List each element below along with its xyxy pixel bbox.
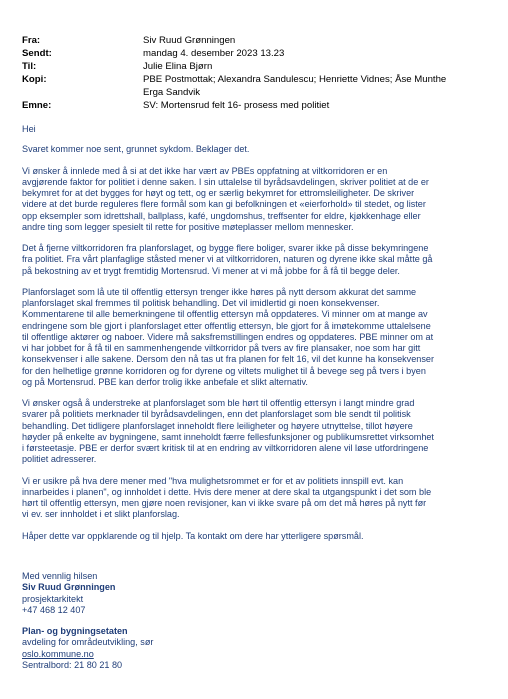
paragraph-public-hearing <box>22 287 492 388</box>
signature-closing: Med vennlig hilsen <box>22 571 98 581</box>
text-line: vi ev. ser innholdet i et slikt planforslag. <box>22 509 180 520</box>
greeting: Hei <box>22 124 36 134</box>
paragraph-closing-note: Håper dette var oppklarende og til hjelp. Ta kontakt om dere har ytterligere spørsmål. <box>22 530 364 541</box>
text-line: Planforslaget som lå ute til offentlig ettersyn trenger ikke høres på nytt dersom akkurat det samme <box>22 286 417 297</box>
text-line: innarbeides i planen", og innholdet i dette. Hvis dere mener at dere skal ta utgangspunkt i det som ble <box>22 486 432 497</box>
to-value: Julie Elina Bjørn <box>143 61 213 72</box>
paragraph-emphasis <box>22 398 492 466</box>
signature-switchboard: Sentralbord: 21 80 21 80 <box>22 659 123 670</box>
from-value: Siv Ruud Grønningen <box>143 35 236 46</box>
signature-link[interactable]: oslo.kommune.no <box>22 648 94 659</box>
text-line: konsekvenser i alle sakene. Dersom den nå tas ut fra planen for felt 16, vil det kunne ha konsekvenser <box>22 354 434 365</box>
signature-org: Plan- og bygningsetaten <box>22 626 128 636</box>
cc-value-line1: PBE Postmottak; Alexandra Sandulescu; Henriette Vidnes; Åse Munthe <box>143 74 447 85</box>
sent-value: mandag 4. desember 2023 13.23 <box>143 48 285 59</box>
text-line: Vi ønsker å innlede med å si at det ikke har vært av PBEs oppfatning at viltkorridoren er en <box>22 165 388 176</box>
from-label: Fra: <box>22 35 41 46</box>
subject-row <box>22 99 492 112</box>
text-line: fra politiet. Fra vårt planfaglige ståsted mener vi at viltkorridoren, naturen og dyrene ikke skal måtte gå <box>22 254 433 265</box>
text-line: bekymret for at det bygges for høyt og tett, og er særlig bekymret for ettromsleiligheter. De skriver <box>22 188 415 198</box>
paragraph-wildlife-corridor <box>22 243 492 277</box>
text-line: Det å fjerne viltkorridoren fra planforslaget, og bygge flere boliger, svarer ikke på disse bekymringene <box>22 243 429 253</box>
signature-dept: avdeling for områdeutvikling, sør <box>22 637 154 648</box>
paragraph-apology: Svaret kommer noe sent, grunnet sykdom. Beklager det. <box>22 144 250 155</box>
text-line: for den helhetlige grønne korridoren og for dyrene og viltets mulighet til å bevege seg på tvers i byen <box>22 365 426 376</box>
text-line: behandling. Det tidligere planforslaget inneholdt flere leiligheter og høyere utnyttelse, tillot høyere <box>22 420 413 431</box>
sent-row <box>22 47 492 60</box>
text-line: politiet adresserer. <box>22 454 97 465</box>
signature-block <box>22 571 322 671</box>
signature-phone: +47 468 12 407 <box>22 604 86 615</box>
text-line: på bekostning av et trygt fremtidig Mortensrud. Vi mener at vi må jobbe for å få til begge deler. <box>22 265 400 276</box>
sent-label: Sendt: <box>22 48 52 59</box>
email-body <box>22 124 492 552</box>
text-line: høyder på enkelte av bygningene, samt inneholdt færre fellesfunksjoner og publikumsrettet virksomhet <box>22 431 434 442</box>
paragraph-uncertainty <box>22 476 492 521</box>
text-line: Kommentarene til alle bemerkningene til offentlig ettersyn må oppdateres. Vi minner om at mange av <box>22 309 428 320</box>
subject-value: SV: Mortensrud felt 16- prosess med politiet <box>143 100 330 111</box>
text-line: andre ting som legger spesielt til rette for positive møteplasser mellom mennesker. <box>22 221 354 232</box>
text-line: videre at det burde reguleres flere formål som kan gi befolkningen et «eierforhold» til stedet, og lister <box>22 199 426 210</box>
text-line: i førsteetasje. PBE er derfor svært kritisk til at en endring av viltkorridoren alene vil løse utfordringene <box>22 443 429 453</box>
paragraph-police-concerns <box>22 166 492 234</box>
email-header <box>22 34 492 112</box>
signature-name: Siv Ruud Grønningen <box>22 582 116 593</box>
text-line: planforslaget skal fremmes til politisk behandling. Det vil imidlertid gi noen konsekvenser. <box>22 298 380 308</box>
text-line: svarer på politiets merknader til byrådsavdelingen, enn det planforslaget som ble sendt til politisk <box>22 409 411 420</box>
text-line: opp eksempler som idrettshall, ballplass, kafé, ungdomshus, treffsenter for eldre, kjøkkenhage eller <box>22 210 421 221</box>
text-line: hørt til offentlig ettersyn, men gjøre noen revisjoner, kan vi ikke svare på om det må høres på nytt før <box>22 498 427 508</box>
text-line: og på Mortensrud. PBE kan derfor trolig ikke anbefale et slikt alternativ. <box>22 376 308 387</box>
from-row <box>22 34 492 47</box>
text-line: vi har jobbet for å få til en sammenhengende viltkorridor på tvers av fire plansaker, noe som har gitt <box>22 343 421 353</box>
text-line: Vi ønsker også å understreke at planforslaget som ble hørt til offentlig ettersyn i langt mindre grad <box>22 398 415 408</box>
text-line: endringene som ble gjort i planforslaget etter offentlig ettersyn, ble gjort for å imøtekomme uttalelsene <box>22 320 431 331</box>
signature-title: prosjektarkitekt <box>22 593 84 604</box>
text-line: avgjørende faktor for politiet i denne saken. I sin uttalelse til byrådsavdelingen, skriver politiet at de er <box>22 176 429 187</box>
cc-value <box>143 73 492 99</box>
to-row <box>22 60 492 73</box>
text-line: til offentlige aktører og naboer. Videre må saksfremstillingen endres og oppdateres. PBE minner om at <box>22 331 434 342</box>
cc-row <box>22 73 492 99</box>
cc-label: Kopi: <box>22 74 47 85</box>
subject-label: Emne: <box>22 100 52 111</box>
cc-value-line2: Erga Sandvik <box>143 87 201 98</box>
to-label: Til: <box>22 61 37 72</box>
text-line: Vi er usikre på hva dere mener med "hva mulighetsrommet er for et av politiets innspill evt. kan <box>22 475 404 486</box>
